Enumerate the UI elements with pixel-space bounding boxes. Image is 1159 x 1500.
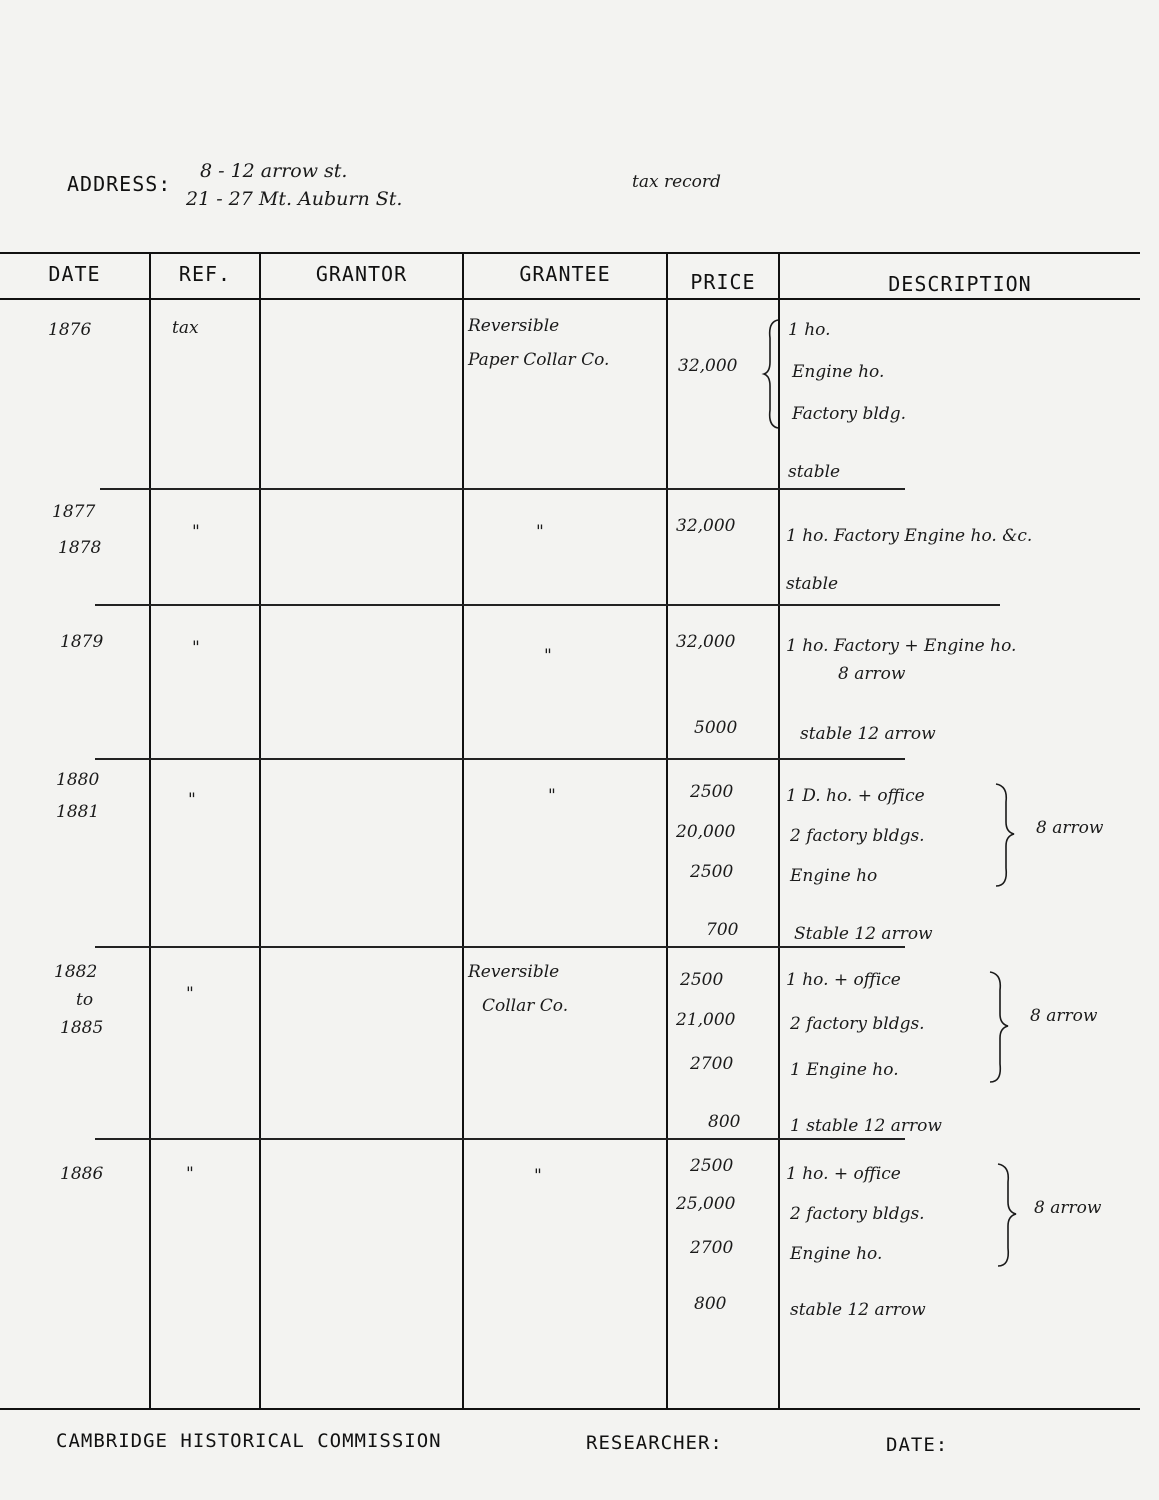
address-label: ADDRESS: bbox=[67, 172, 172, 196]
row6-desc-3: Engine ho. bbox=[790, 1244, 883, 1264]
row5-desc-3: 1 Engine ho. bbox=[790, 1060, 899, 1080]
row3-desc-2: 8 arrow bbox=[838, 664, 906, 684]
header-date: DATE bbox=[48, 262, 101, 286]
address-line-2: 21 - 27 Mt. Auburn St. bbox=[186, 188, 403, 210]
row2-ref: " bbox=[192, 522, 200, 542]
row-separator bbox=[95, 1138, 905, 1140]
row6-desc-2: 2 factory bldgs. bbox=[790, 1204, 925, 1224]
row1-ref: tax bbox=[172, 318, 199, 338]
header-description: DESCRIPTION bbox=[888, 272, 1032, 296]
row1-price: 32,000 bbox=[678, 356, 738, 376]
row2-grantee: " bbox=[536, 522, 544, 542]
row-separator bbox=[95, 604, 1000, 606]
row4-ref: " bbox=[188, 790, 196, 810]
row4-date-1: 1880 bbox=[56, 770, 100, 790]
row3-date: 1879 bbox=[60, 632, 104, 652]
table-top-rule bbox=[0, 252, 1140, 254]
row1-desc-1: 1 ho. bbox=[788, 320, 831, 340]
row5-desc-4: 8 arrow bbox=[1030, 1006, 1098, 1026]
row3-price-1: 32,000 bbox=[676, 632, 736, 652]
row4-desc-1: 1 D. ho. + office bbox=[786, 786, 925, 806]
row4-desc-5: Stable 12 arrow bbox=[794, 924, 933, 944]
row5-price-3: 2700 bbox=[690, 1054, 734, 1074]
row5-date-2: to bbox=[76, 990, 94, 1010]
brace-icon bbox=[986, 970, 1010, 1084]
row6-price-4: 800 bbox=[694, 1294, 727, 1314]
row-separator bbox=[95, 946, 905, 948]
row1-grantee-line1: Reversible bbox=[468, 316, 560, 336]
row6-price-1: 2500 bbox=[690, 1156, 734, 1176]
row-separator bbox=[100, 488, 905, 490]
address-line-1: 8 - 12 arrow st. bbox=[200, 160, 348, 182]
row5-grantee-line1: Reversible bbox=[468, 962, 560, 982]
footer-date-label: DATE: bbox=[886, 1434, 949, 1456]
row4-price-3: 2500 bbox=[690, 862, 734, 882]
header-price: PRICE bbox=[690, 270, 756, 294]
brace-icon bbox=[992, 782, 1016, 888]
row6-ref: " bbox=[186, 1164, 194, 1184]
row3-desc-3: stable 12 arrow bbox=[800, 724, 936, 744]
table-header-rule bbox=[0, 298, 1140, 300]
row1-desc-4: stable bbox=[788, 462, 841, 482]
row6-desc-1: 1 ho. + office bbox=[786, 1164, 901, 1184]
row1-desc-3: Factory bldg. bbox=[792, 404, 906, 424]
brace-icon bbox=[994, 1162, 1018, 1268]
row2-date-1: 1877 bbox=[52, 502, 96, 522]
row4-grantee: " bbox=[548, 786, 556, 806]
row4-desc-3: Engine ho bbox=[790, 866, 878, 886]
row3-ref: " bbox=[192, 638, 200, 658]
row5-price-4: 800 bbox=[708, 1112, 741, 1132]
row4-price-4: 700 bbox=[706, 920, 739, 940]
row2-desc-1: 1 ho. Factory Engine ho. &c. bbox=[786, 526, 1033, 546]
footer-researcher-label: RESEARCHER: bbox=[586, 1432, 723, 1454]
row4-price-1: 2500 bbox=[690, 782, 734, 802]
header-grantee: GRANTEE bbox=[519, 262, 611, 286]
row5-desc-2: 2 factory bldgs. bbox=[790, 1014, 925, 1034]
row4-date-2: 1881 bbox=[56, 802, 100, 822]
row3-desc-1: 1 ho. Factory + Engine ho. bbox=[786, 636, 1017, 656]
row4-desc-4: 8 arrow bbox=[1036, 818, 1104, 838]
row2-price: 32,000 bbox=[676, 516, 736, 536]
col-divider-date bbox=[149, 254, 151, 1408]
row1-desc-2: Engine ho. bbox=[792, 362, 885, 382]
col-divider-grantor bbox=[462, 254, 464, 1408]
row5-grantee-line2: Collar Co. bbox=[482, 996, 569, 1016]
row6-date: 1886 bbox=[60, 1164, 104, 1184]
tax-record-note: tax record bbox=[632, 172, 721, 192]
row5-date-3: 1885 bbox=[60, 1018, 104, 1038]
header-grantor: GRANTOR bbox=[315, 262, 408, 286]
row2-desc-2: stable bbox=[786, 574, 839, 594]
row5-date-1: 1882 bbox=[54, 962, 98, 982]
row2-date-2: 1878 bbox=[58, 538, 102, 558]
row6-desc-5: stable 12 arrow bbox=[790, 1300, 926, 1320]
row5-price-1: 2500 bbox=[680, 970, 724, 990]
row6-price-3: 2700 bbox=[690, 1238, 734, 1258]
brace-icon bbox=[762, 318, 782, 430]
row5-desc-1: 1 ho. + office bbox=[786, 970, 901, 990]
row6-price-2: 25,000 bbox=[676, 1194, 736, 1214]
row5-ref: " bbox=[186, 984, 194, 1004]
row6-grantee: " bbox=[534, 1166, 542, 1186]
table-bottom-rule bbox=[0, 1408, 1140, 1410]
row3-price-2: 5000 bbox=[694, 718, 738, 738]
row3-grantee: " bbox=[544, 646, 552, 666]
row4-desc-2: 2 factory bldgs. bbox=[790, 826, 925, 846]
col-divider-grantee bbox=[666, 254, 668, 1408]
row6-desc-4: 8 arrow bbox=[1034, 1198, 1102, 1218]
row1-grantee-line2: Paper Collar Co. bbox=[468, 350, 610, 370]
footer-org: CAMBRIDGE HISTORICAL COMMISSION bbox=[56, 1430, 442, 1452]
col-divider-ref bbox=[259, 254, 261, 1408]
row1-date: 1876 bbox=[48, 320, 92, 340]
row5-desc-5: 1 stable 12 arrow bbox=[790, 1116, 942, 1136]
row5-price-2: 21,000 bbox=[676, 1010, 736, 1030]
row4-price-2: 20,000 bbox=[676, 822, 736, 842]
header-ref: REF. bbox=[178, 262, 232, 286]
row-separator bbox=[95, 758, 905, 760]
